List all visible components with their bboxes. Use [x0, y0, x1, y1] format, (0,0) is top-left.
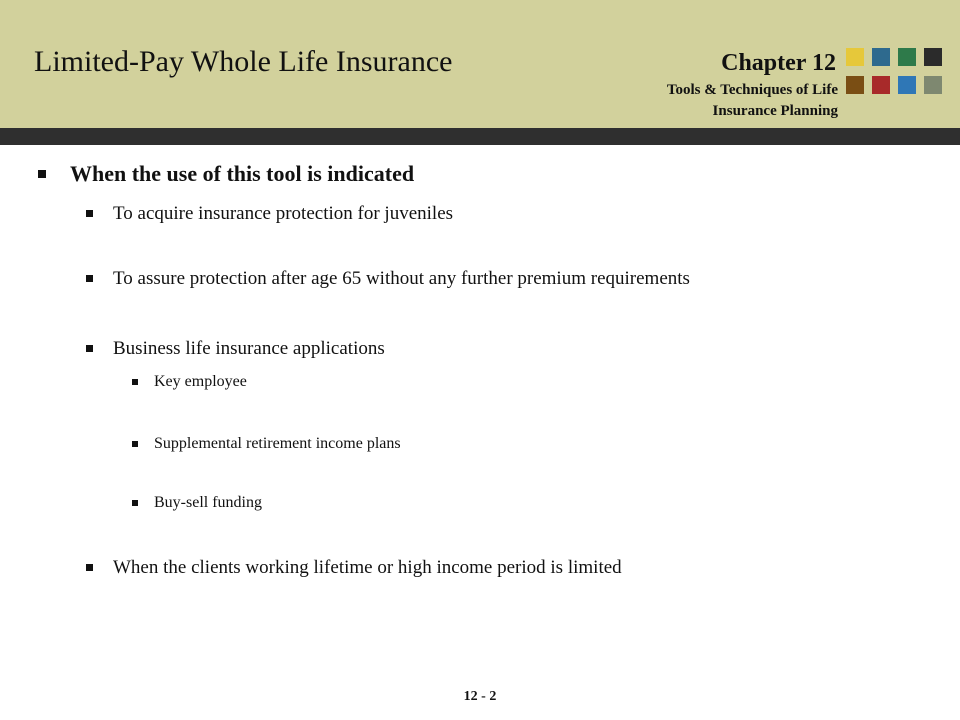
- square-bullet-icon: [132, 379, 138, 385]
- square-bullet-icon: [38, 170, 46, 178]
- sub-bullet-item: Buy-sell funding: [154, 494, 262, 511]
- square-bullet-icon: [86, 564, 93, 571]
- page-number: 12 - 2: [463, 689, 497, 704]
- chapter-label: Chapter 12: [721, 50, 836, 76]
- bullet-heading: When the use of this tool is indicated: [70, 161, 415, 186]
- square-bullet-icon: [86, 210, 93, 217]
- square-bullet-icon: [132, 441, 138, 447]
- square-bullet-icon: [132, 500, 138, 506]
- bullet-item: Business life insurance applications: [113, 338, 385, 359]
- chapter-subtitle-line-1: Tools & Techniques of Life: [666, 82, 838, 98]
- bullet-item: To acquire insurance protection for juveniles: [113, 203, 454, 224]
- bullet-item: To assure protection after age 65 without any further premium requirements: [113, 268, 690, 289]
- square-bullet-icon: [86, 275, 93, 282]
- bullet-item: When the clients working lifetime or high income period is limited: [113, 557, 622, 578]
- sub-bullet-item: Supplemental retirement income plans: [154, 435, 401, 452]
- slide-title: Limited-Pay Whole Life Insurance: [34, 45, 453, 78]
- sub-bullet-item: Key employee: [154, 373, 247, 390]
- chapter-subtitle-line-2: Insurance Planning: [712, 103, 838, 119]
- square-bullet-icon: [86, 345, 93, 352]
